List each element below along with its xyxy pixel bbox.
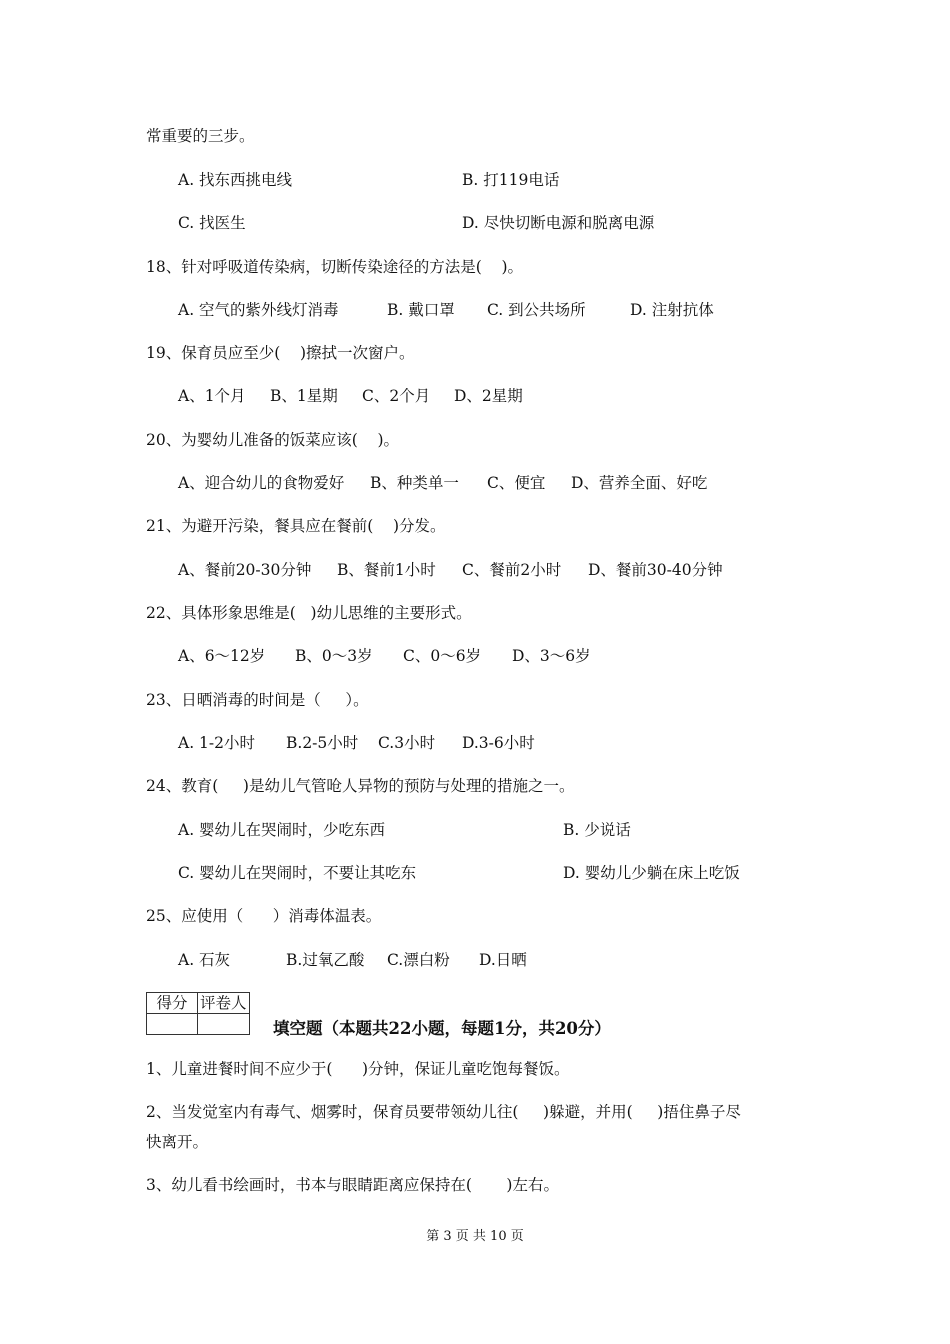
q24-option-a: A. 婴幼儿在哭闹时，少吃东西 xyxy=(178,821,386,839)
q18-option-a: A. 空气的紫外线灯消毒 xyxy=(178,301,339,319)
q17-option-d: D. 尽快切断电源和脱离电源 xyxy=(462,214,655,232)
q19-option-c: C、2个月 xyxy=(362,387,431,405)
question-25-stem: 25、应使用（ ）消毒体温表。 xyxy=(146,907,382,925)
question-19-stem: 19、保育员应至少( )擦拭一次窗户。 xyxy=(146,344,415,362)
q20-option-d: D、营养全面、好吃 xyxy=(571,474,708,492)
question-18-stem: 18、针对呼吸道传染病，切断传染途径的方法是( )。 xyxy=(146,258,524,276)
q23-option-d: D.3-6小时 xyxy=(462,734,535,752)
question-24-stem: 24、教育( )是幼儿气管呛人异物的预防与处理的措施之一。 xyxy=(146,777,575,795)
q22-option-c: C、0～6岁 xyxy=(403,647,482,665)
q19-option-d: D、2星期 xyxy=(454,387,523,405)
q22-option-a: A、6～12岁 xyxy=(178,647,266,665)
score-label: 得分 xyxy=(147,993,198,1014)
q24-option-b: B. 少说话 xyxy=(563,821,631,839)
q19-option-b: B、1星期 xyxy=(270,387,338,405)
q20-option-b: B、种类单一 xyxy=(370,474,459,492)
q17-option-a: A. 找东西挑电线 xyxy=(178,171,293,189)
q19-option-a: A、1个月 xyxy=(178,387,246,405)
q25-option-a: A. 石灰 xyxy=(178,951,231,969)
fill-question-2-line-1: 2、当发觉室内有毒气、烟雾时，保育员要带领幼儿往( )躲避，并用( )捂住鼻子尽 xyxy=(146,1103,741,1121)
q21-option-c: C、餐前2小时 xyxy=(462,561,562,579)
grader-label: 评卷人 xyxy=(198,993,250,1014)
q24-option-d: D. 婴幼儿少躺在床上吃饭 xyxy=(563,864,740,882)
q22-option-b: B、0～3岁 xyxy=(295,647,373,665)
fill-question-2-line-2: 快离开。 xyxy=(146,1133,209,1151)
question-21-stem: 21、为避开污染，餐具应在餐前( )分发。 xyxy=(146,517,446,535)
q21-option-d: D、餐前30-40分钟 xyxy=(588,561,723,579)
question-23-stem: 23、日晒消毒的时间是（ ）。 xyxy=(146,691,369,709)
q17-option-c: C. 找医生 xyxy=(178,214,246,232)
q18-option-d: D. 注射抗体 xyxy=(630,301,714,319)
q25-option-d: D.日晒 xyxy=(479,951,527,969)
question-22-stem: 22、具体形象思维是( )幼儿思维的主要形式。 xyxy=(146,604,472,622)
q21-option-a: A、餐前20-30分钟 xyxy=(178,561,312,579)
question-17-tail: 常重要的三步。 xyxy=(146,127,255,145)
q20-option-a: A、迎合幼儿的食物爱好 xyxy=(178,474,345,492)
q17-option-b: B. 打119电话 xyxy=(462,171,560,189)
fill-question-3: 3、幼儿看书绘画时，书本与眼睛距离应保持在( )左右。 xyxy=(146,1176,559,1194)
q25-option-b: B.过氧乙酸 xyxy=(286,951,365,969)
q23-option-a: A. 1-2小时 xyxy=(178,734,256,752)
q18-option-c: C. 到公共场所 xyxy=(487,301,586,319)
score-box xyxy=(146,992,250,1035)
question-20-stem: 20、为婴幼儿准备的饭菜应该( )。 xyxy=(146,431,400,449)
fill-question-1: 1、儿童进餐时间不应少于( )分钟，保证儿童吃饱每餐饭。 xyxy=(146,1060,570,1078)
q18-option-b: B. 戴口罩 xyxy=(387,301,455,319)
q20-option-c: C、便宜 xyxy=(487,474,546,492)
q23-option-b: B.2-5小时 xyxy=(286,734,359,752)
score-cell xyxy=(147,1014,198,1035)
q23-option-c: C.3小时 xyxy=(378,734,436,752)
grader-cell xyxy=(198,1014,250,1035)
q21-option-b: B、餐前1小时 xyxy=(337,561,436,579)
section-title: 填空题（本题共22小题，每题1分，共20分） xyxy=(273,1019,611,1038)
q22-option-d: D、3～6岁 xyxy=(512,647,591,665)
q25-option-c: C.漂白粉 xyxy=(387,951,450,969)
page-footer: 第 3 页 共 10 页 xyxy=(426,1229,524,1244)
q24-option-c: C. 婴幼儿在哭闹时，不要让其吃东 xyxy=(178,864,417,882)
